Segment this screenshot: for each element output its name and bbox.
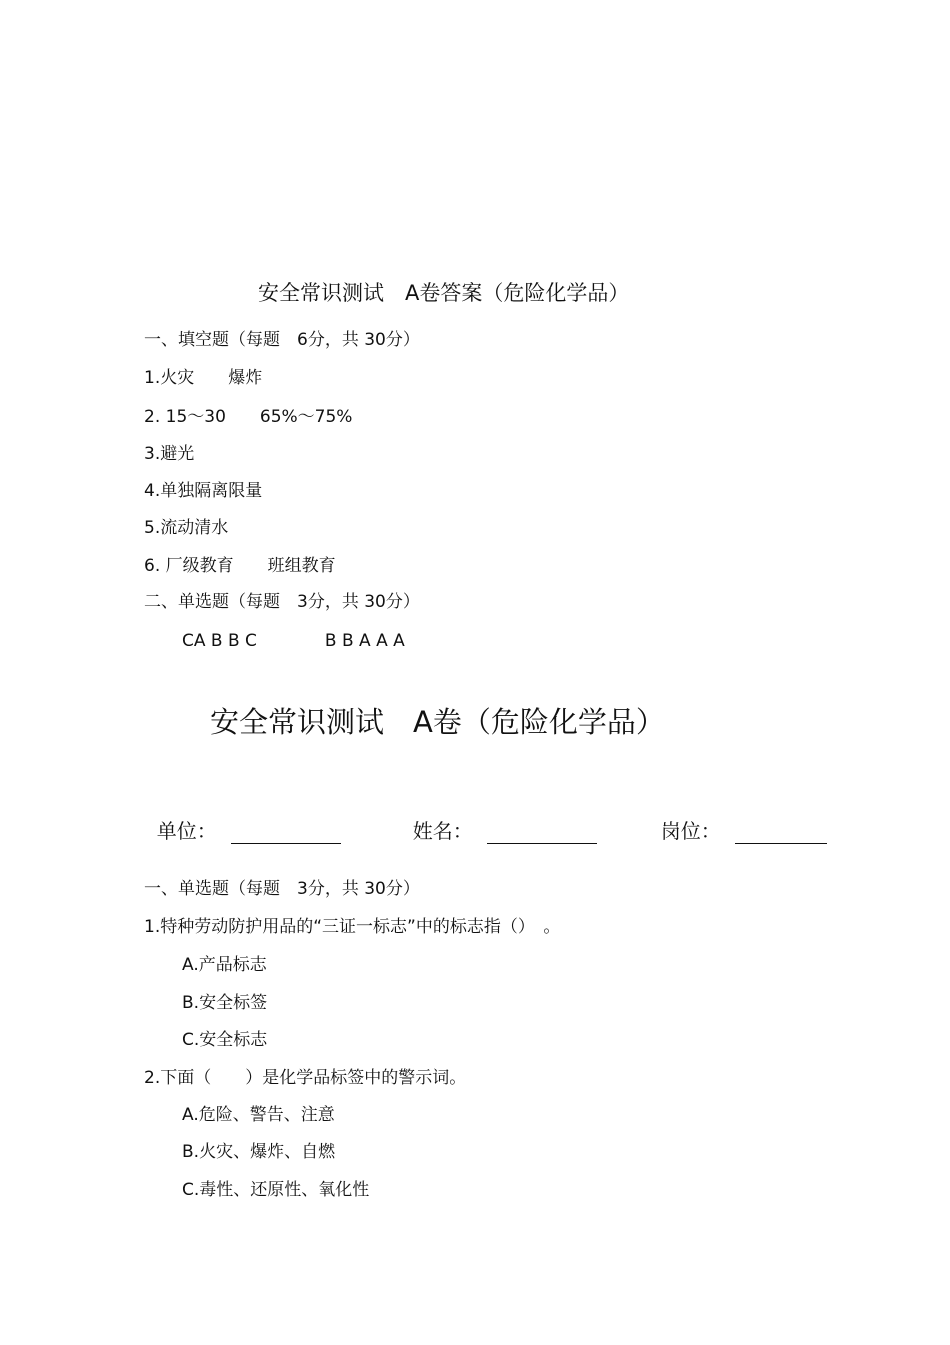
answer-line: 4.单独隔离限量 xyxy=(144,481,263,501)
mc-answers: CA B B C B B A A A xyxy=(182,631,405,651)
post-label: 岗位： xyxy=(660,819,721,843)
q2-option-b: B.火灾、爆炸、自燃 xyxy=(182,1142,336,1162)
q2-option-a: A.危险、警告、注意 xyxy=(182,1105,335,1125)
q1-option-b: B.安全标签 xyxy=(182,993,268,1013)
answer-line: 6. 厂级教育 班组教育 xyxy=(144,556,336,576)
post-field xyxy=(648,791,827,844)
answer-line: 2. 15～30 65%～75% xyxy=(144,407,353,427)
unit-blank xyxy=(231,825,341,844)
q1-option-c: C.安全标志 xyxy=(182,1030,268,1050)
answer-line: 3.避光 xyxy=(144,444,195,464)
q1-option-a: A.产品标志 xyxy=(182,955,267,975)
answer-section1-title: 一、填空题（每题 6分，共 30分） xyxy=(144,330,420,350)
q2-option-c: C.毒性、还原性、氧化性 xyxy=(182,1180,370,1200)
answer-line: 5.流动清水 xyxy=(144,518,229,538)
exam-section1-title: 一、单选题（每题 3分，共 30分） xyxy=(144,879,420,899)
exam-title: 安全常识测试 A卷（危险化学品） xyxy=(210,705,665,739)
answer-key-title: 安全常识测试 A卷答案（危险化学品） xyxy=(258,281,630,305)
unit-field xyxy=(144,791,341,844)
answer-section2-title: 二、单选题（每题 3分，共 30分） xyxy=(144,592,420,612)
post-blank xyxy=(735,825,827,844)
name-label: 姓名： xyxy=(412,819,473,843)
question-1: 1.特种劳动防护用品的“三证一标志”中的标志指（） 。 xyxy=(144,917,561,937)
answer-line: 1.火灾 爆炸 xyxy=(144,368,263,388)
unit-label: 单位： xyxy=(156,819,217,843)
name-field xyxy=(400,791,597,844)
name-blank xyxy=(487,825,597,844)
question-2: 2.下面（ ）是化学品标签中的警示词。 xyxy=(144,1068,467,1088)
